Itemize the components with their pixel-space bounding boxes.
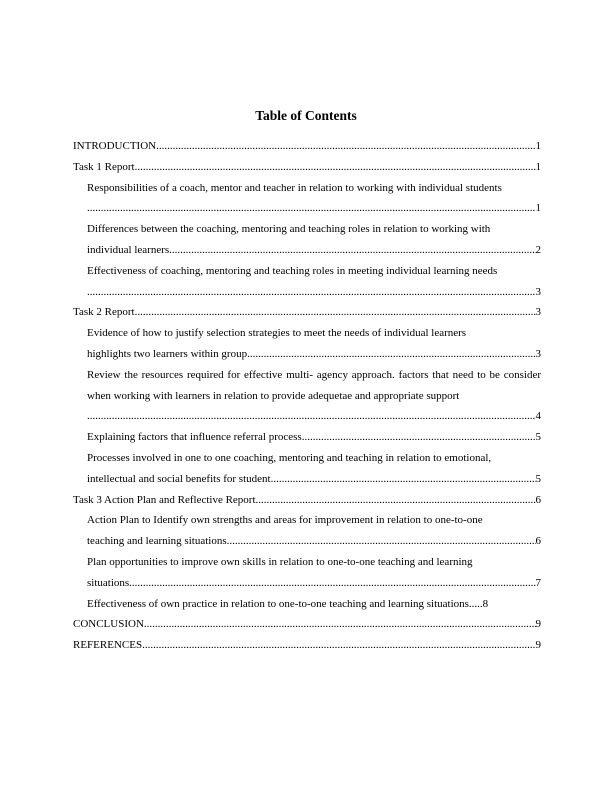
toc-title: Table of Contents (255, 108, 357, 123)
toc-entry-effectiveness-roles[interactable] (87, 261, 541, 303)
toc-entry-text: Action Plan to Identify own strengths and areas for improvement in relation to one-to-one (87, 514, 483, 527)
toc-entry-evidence[interactable] (87, 323, 541, 365)
toc-leader-dots (227, 531, 536, 552)
toc-page-number: 8 (482, 597, 489, 610)
toc-entry-text: Effectiveness of own practice in relation to one-to-one teaching and learning situations (87, 597, 469, 610)
toc-entry-text-cont: situations (87, 576, 130, 589)
toc-entry-text: Processes involved in one to one coaching, mentoring and teaching in relation to emotional, (87, 451, 492, 464)
toc-entry-task-2-report[interactable] (73, 302, 541, 323)
toc-entry-text: Evidence of how to justify selection strategies to meet the needs of individual learners (87, 327, 467, 340)
toc-entry-references[interactable] (73, 635, 541, 656)
toc-leader-dots (271, 469, 536, 490)
toc-entry-text: CONCLUSION (73, 618, 144, 631)
toc-entry-text-cont: individual learners (87, 243, 170, 256)
toc-entry-text-cont: teaching and learning situations (87, 535, 227, 548)
toc-entry-effectiveness-own-practice[interactable] (87, 594, 541, 615)
toc-page-number: 6 (535, 493, 541, 506)
toc-entry-text: Task 2 Report (73, 306, 135, 319)
toc-leader-dots (302, 427, 536, 448)
toc-page-number: 4 (535, 410, 541, 423)
toc-page-number: 2 (535, 243, 541, 256)
toc-entry-text: Explaining factors that influence referral process (87, 431, 302, 444)
toc-entry-text-cont: intellectual and social benefits for student (87, 472, 271, 485)
toc-entry-text: Responsibilities of a coach, mentor and teacher in relation to working with individual students (87, 181, 502, 194)
toc-entry-text: Effectiveness of coaching, mentoring and teaching roles in meeting individual learning needs (87, 264, 498, 277)
toc-page-number: 7 (535, 576, 541, 589)
toc-entry-introduction[interactable] (73, 136, 541, 157)
toc-page-number: 5 (535, 431, 541, 444)
toc-leader-dots (129, 573, 535, 594)
toc-entry-text-cont: highlights two learners within group (87, 347, 248, 360)
toc-page-number: 6 (535, 535, 541, 548)
toc-leader-dots (256, 490, 536, 511)
toc-entry-explaining-factors[interactable] (87, 427, 541, 448)
toc-leader-dots (169, 240, 535, 261)
toc-leader-dots (156, 136, 535, 157)
toc-entry-task-1-report[interactable] (73, 157, 541, 178)
toc-page-number: 3 (535, 285, 541, 298)
toc-leader-dots: ..... (468, 597, 483, 610)
toc-entry-text: REFERENCES (73, 639, 143, 652)
toc-page-number: 9 (535, 618, 541, 631)
toc-page-number: 3 (535, 347, 541, 360)
toc-entry-text: Plan opportunities to improve own skills in relation to one-to-one teaching and learning (87, 555, 473, 568)
toc-leader-dots (142, 635, 535, 656)
toc-leader-dots (144, 614, 536, 635)
toc-page-number: 9 (535, 639, 541, 652)
toc-leader-dots (135, 302, 536, 323)
toc-page-number: 1 (535, 202, 541, 215)
toc-entry-responsibilities[interactable] (87, 178, 541, 220)
toc-leader-dots (135, 157, 536, 178)
toc-entry-task-3-report[interactable] (73, 490, 541, 511)
toc-leader-dots (87, 406, 536, 427)
toc-entry-processes[interactable] (87, 448, 541, 490)
toc-page-number: 1 (535, 160, 541, 173)
toc-entry-plan-opportunities[interactable] (87, 552, 541, 594)
toc-page-number: 5 (535, 472, 541, 485)
toc-entry-conclusion[interactable] (73, 614, 541, 635)
toc-entry-text: Task 3 Action Plan and Reflective Report (73, 493, 256, 506)
toc-entry-review-resources[interactable] (87, 365, 541, 427)
toc-leader-dots (87, 198, 536, 219)
toc-entry-differences[interactable] (87, 219, 541, 261)
toc-leader-dots (247, 344, 535, 365)
toc-entry-action-plan[interactable] (87, 510, 541, 552)
toc-page-number: 3 (535, 306, 541, 319)
table-of-contents (73, 136, 541, 656)
toc-entry-text: Differences between the coaching, mentoring and teaching roles in relation to working with (87, 223, 491, 236)
toc-page-number: 1 (535, 140, 541, 152)
toc-entry-text: Review the resources required for effective multi- agency approach. factors that need to be consider when working with learners in relation to provide adequetae and appropriate support (87, 368, 541, 402)
toc-entry-text: Task 1 Report (73, 160, 135, 173)
toc-leader-dots (87, 282, 536, 303)
toc-entry-text: INTRODUCTION (73, 140, 157, 152)
